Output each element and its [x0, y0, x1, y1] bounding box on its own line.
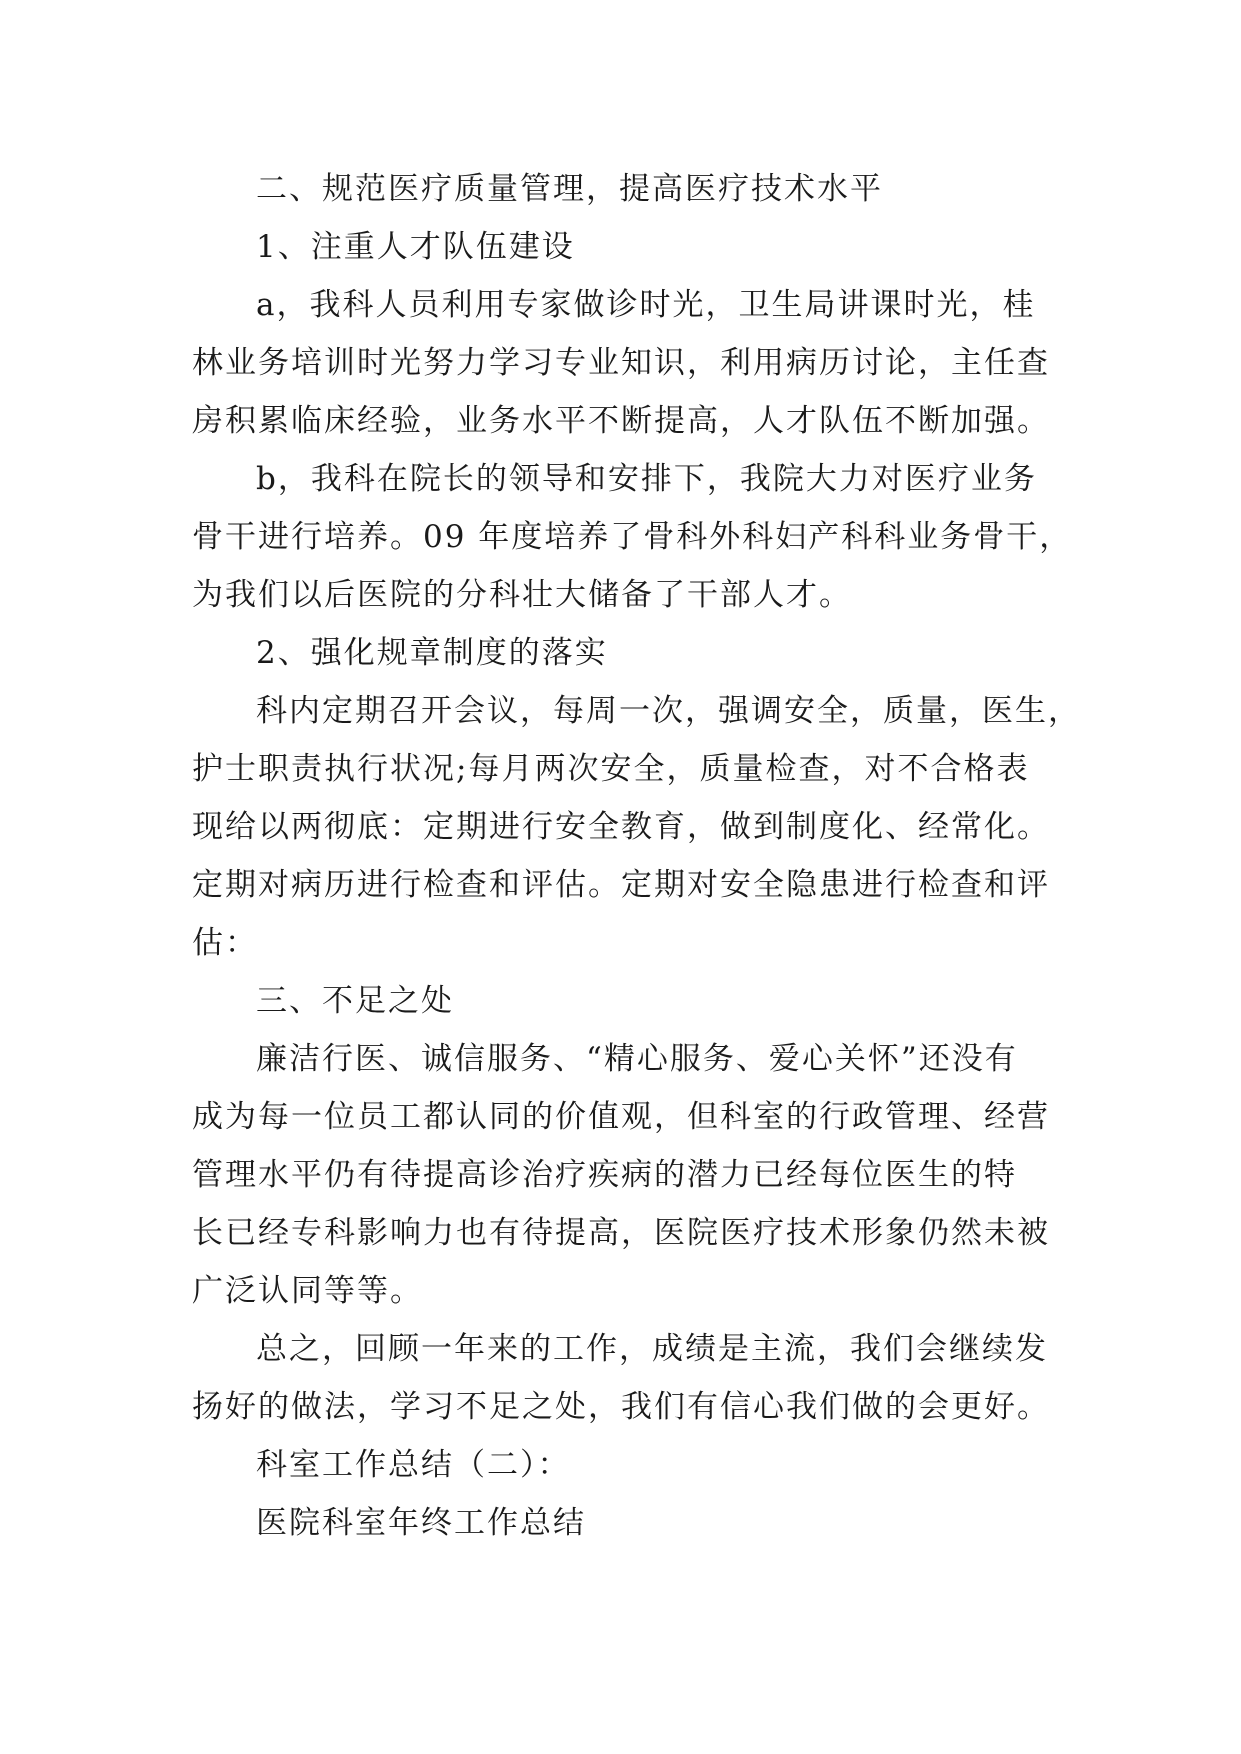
- section-heading-3: 三、不足之处: [256, 983, 454, 1019]
- paragraph-line: 估：: [192, 925, 258, 961]
- paragraph-line: a，我科人员利用专家做诊时光，卫生局讲课时光，桂: [256, 287, 1036, 323]
- document-subtitle: 医院科室年终工作总结: [256, 1505, 586, 1541]
- paragraph-line: 管理水平仍有待提高诊治疗疾病的潜力已经每位医生的特: [192, 1157, 1017, 1193]
- paragraph-line: 定期对病历进行检查和评估。定期对安全隐患进行检查和评: [192, 867, 1050, 903]
- document-body: [192, 160, 1081, 1552]
- paragraph-line: 为我们以后医院的分科壮大储备了干部人才。: [192, 577, 852, 613]
- paragraph-line: 扬好的做法，学习不足之处，我们有信心我们做的会更好。: [192, 1389, 1050, 1425]
- paragraph-line: 骨干进行培养。09 年度培养了骨科外科妇产科科业务骨干，: [192, 519, 1073, 555]
- paragraph-line: 科内定期召开会议，每周一次，强调安全，质量，医生，: [256, 693, 1081, 729]
- paragraph-line: 广泛认同等等。: [192, 1273, 423, 1309]
- paragraph-line: b，我科在院长的领导和安排下，我院大力对医疗业务: [256, 461, 1037, 497]
- subheading-rules: 2、强化规章制度的落实: [256, 635, 608, 671]
- section-heading-2: 二、规范医疗质量管理，提高医疗技术水平: [256, 171, 883, 207]
- paragraph-line: 廉洁行医、诚信服务、“精心服务、爱心关怀”还没有: [256, 1041, 1018, 1077]
- paragraph-line: 护士职责执行状况;每月两次安全，质量检查，对不合格表: [192, 751, 1030, 787]
- subheading-talent: 1、注重人才队伍建设: [256, 229, 575, 265]
- paragraph-line: 总之，回顾一年来的工作，成绩是主流，我们会继续发: [256, 1331, 1048, 1367]
- paragraph-line: 成为每一位员工都认同的价值观，但科室的行政管理、经营: [192, 1099, 1050, 1135]
- paragraph-line: 现给以两彻底：定期进行安全教育，做到制度化、经常化。: [192, 809, 1050, 845]
- paragraph-line: 林业务培训时光努力学习专业知识，利用病历讨论，主任查: [192, 345, 1050, 381]
- section-title-2: 科室工作总结（二）：: [256, 1447, 571, 1483]
- paragraph-line: 房积累临床经验，业务水平不断提高，人才队伍不断加强。: [192, 403, 1050, 439]
- paragraph-line: 长已经专科影响力也有待提高，医院医疗技术形象仍然未被: [192, 1215, 1050, 1251]
